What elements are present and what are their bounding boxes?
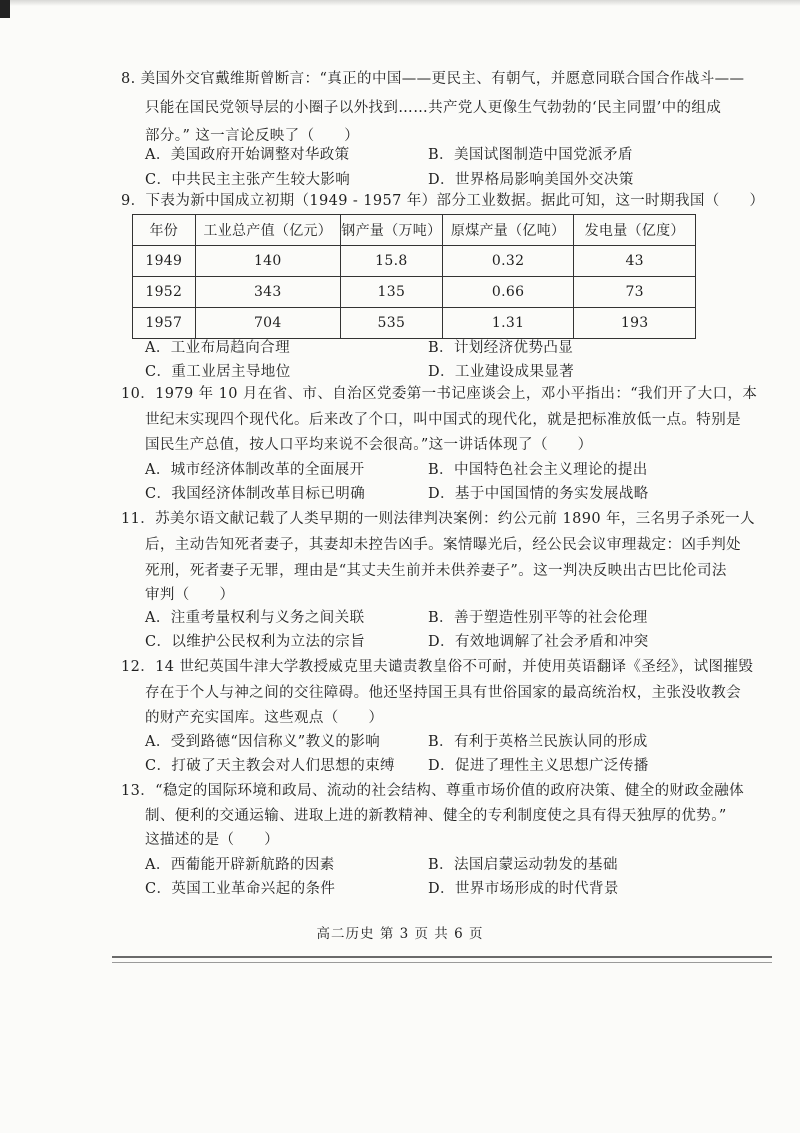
page-footer: 高二历史 第 3 页 共 6 页	[316, 926, 484, 942]
question-8-option-a[interactable]: A．美国政府开始调整对华政策	[145, 147, 350, 163]
question-11-line-4: 审判（ ）	[145, 587, 235, 603]
question-8-line-3: 部分。” 这一言论反映了（ ）	[145, 128, 360, 144]
question-12-option-c[interactable]: C．打破了天主教会对人们思想的束缚	[145, 758, 395, 774]
question-9-option-d[interactable]: D．工业建设成果显著	[428, 364, 575, 380]
table-cell: 0.66	[442, 277, 574, 308]
question-11-option-a[interactable]: A．注重考量权利与义务之间关联	[145, 610, 365, 626]
question-9-option-a[interactable]: A．工业布局趋向合理	[145, 340, 290, 356]
question-12-line-1: 12．14 世纪英国牛津大学教授威克里夫谴责教皇俗不可耐，并使用英语翻译《圣经》，试图摧毁	[121, 659, 754, 675]
table-cell: 343	[195, 277, 340, 308]
question-13-line-3: 这描述的是（ ）	[145, 832, 280, 848]
table-row	[133, 246, 696, 277]
footer-rule-thick	[112, 956, 772, 958]
question-11-option-c[interactable]: C．以维护公民权利为立法的宗旨	[145, 634, 366, 650]
table-cell: 1957	[133, 308, 196, 339]
footer-rule-thin	[112, 962, 772, 963]
question-10-line-3: 国民生产总值，按人口平均来说不会很高。”这一讲话体现了（ ）	[145, 437, 593, 453]
table-cell: 15.8	[340, 246, 442, 277]
table-cell: 140	[195, 246, 340, 277]
question-11-line-3: 死刑，死者妻子无罪，理由是“其丈夫生前并未供养妻子”。这一判决反映出古巴比伦司法	[145, 563, 727, 579]
question-11-option-b[interactable]: B．善于塑造性别平等的社会伦理	[428, 610, 648, 626]
table-cell: 73	[574, 277, 696, 308]
question-12-option-d[interactable]: D．促进了理性主义思想广泛传播	[428, 758, 649, 774]
question-11-line-2: 后，主动告知死者妻子，其妻却未控告凶手。案情曝光后，经公民会议审理裁定：凶手判处	[145, 537, 741, 553]
question-8-option-c[interactable]: C．中共民主主张产生较大影响	[145, 172, 351, 188]
question-8-line-1: 8. 美国外交官戴维斯曾断言：“真正的中国——更民主、有朝气，并愿意同联合国合作战斗——	[121, 71, 745, 87]
table-header-cell: 年份	[133, 215, 196, 246]
table-header-cell: 发电量（亿度）	[574, 215, 696, 246]
question-13-option-b[interactable]: B．法国启蒙运动勃发的基础	[428, 857, 618, 873]
scan-top-edge	[0, 0, 800, 6]
table-cell: 43	[574, 246, 696, 277]
table-cell: 135	[340, 277, 442, 308]
table-cell: 0.32	[442, 246, 574, 277]
industry-data-table	[132, 214, 696, 339]
table-cell: 535	[340, 308, 442, 339]
question-13-line-2: 制、便利的交通运输、进取上进的新教精神、健全的专利制度使之具有得天独厚的优势。”	[145, 808, 727, 824]
scan-corner-mark	[0, 0, 10, 18]
question-13-line-1: 13．“稳定的国际环境和政局、流动的社会结构、尊重市场价值的政府决策、健全的财政金融体	[121, 783, 745, 799]
question-10-option-d[interactable]: D．基于中国国情的务实发展战略	[428, 486, 649, 502]
question-10-option-c[interactable]: C．我国经济体制改革目标已明确	[145, 486, 366, 502]
question-8-option-d[interactable]: D．世界格局影响美国外交决策	[428, 172, 634, 188]
question-9-option-b[interactable]: B．计划经济优势凸显	[428, 340, 574, 356]
table-header-row	[133, 215, 696, 246]
question-8-option-b[interactable]: B．美国试图制造中国党派矛盾	[428, 147, 633, 163]
question-12-option-a[interactable]: A．受到路德“因信称义”教义的影响	[145, 734, 381, 750]
table-cell: 1952	[133, 277, 196, 308]
question-12-line-3: 的财产充实国库。这些观点（ ）	[145, 710, 384, 726]
table-cell: 1.31	[442, 308, 574, 339]
table-header-cell: 钢产量（万吨）	[340, 215, 442, 246]
question-9-option-c[interactable]: C．重工业居主导地位	[145, 364, 291, 380]
question-10-line-2: 世纪末实现四个现代化。后来改了个口，叫中国式的现代化，就是把标准放低一点。特别是	[145, 412, 741, 428]
table-header-cell: 工业总产值（亿元）	[195, 215, 340, 246]
question-12-option-b[interactable]: B．有利于英格兰民族认同的形成	[428, 734, 648, 750]
table-row	[133, 277, 696, 308]
table-cell: 1949	[133, 246, 196, 277]
question-9-line-1: 9．下表为新中国成立初期（1949 - 1957 年）部分工业数据。据此可知，这一时期我国（ ）	[121, 193, 765, 209]
table-header-cell: 原煤产量（亿吨）	[442, 215, 574, 246]
table-cell: 704	[195, 308, 340, 339]
question-10-option-b[interactable]: B．中国特色社会主义理论的提出	[428, 462, 648, 478]
table-row	[133, 308, 696, 339]
question-8-line-2: 只能在国民党领导层的小圈子以外找到……共产党人更像生气勃勃的‘民主同盟’中的组成	[145, 100, 722, 116]
question-13-option-d[interactable]: D．世界市场形成的时代背景	[428, 881, 619, 897]
question-10-option-a[interactable]: A．城市经济体制改革的全面展开	[145, 462, 365, 478]
question-11-line-1: 11．苏美尔语文献记载了人类早期的一则法律判决案例：约公元前 1890 年，三名男子杀死一人	[121, 511, 755, 527]
question-13-option-c[interactable]: C．英国工业革命兴起的条件	[145, 881, 336, 897]
question-12-line-2: 存在于个人与神之间的交往障碍。他还坚持国王具有世俗国家的最高统治权，主张没收教会	[145, 685, 741, 701]
question-13-option-a[interactable]: A．西葡能开辟新航路的因素	[145, 857, 335, 873]
question-11-option-d[interactable]: D．有效地调解了社会矛盾和冲突	[428, 634, 649, 650]
table-cell: 193	[574, 308, 696, 339]
question-10-line-1: 10．1979 年 10 月在省、市、自治区党委第一书记座谈会上，邓小平指出：“我们开了大口，本	[121, 386, 758, 402]
